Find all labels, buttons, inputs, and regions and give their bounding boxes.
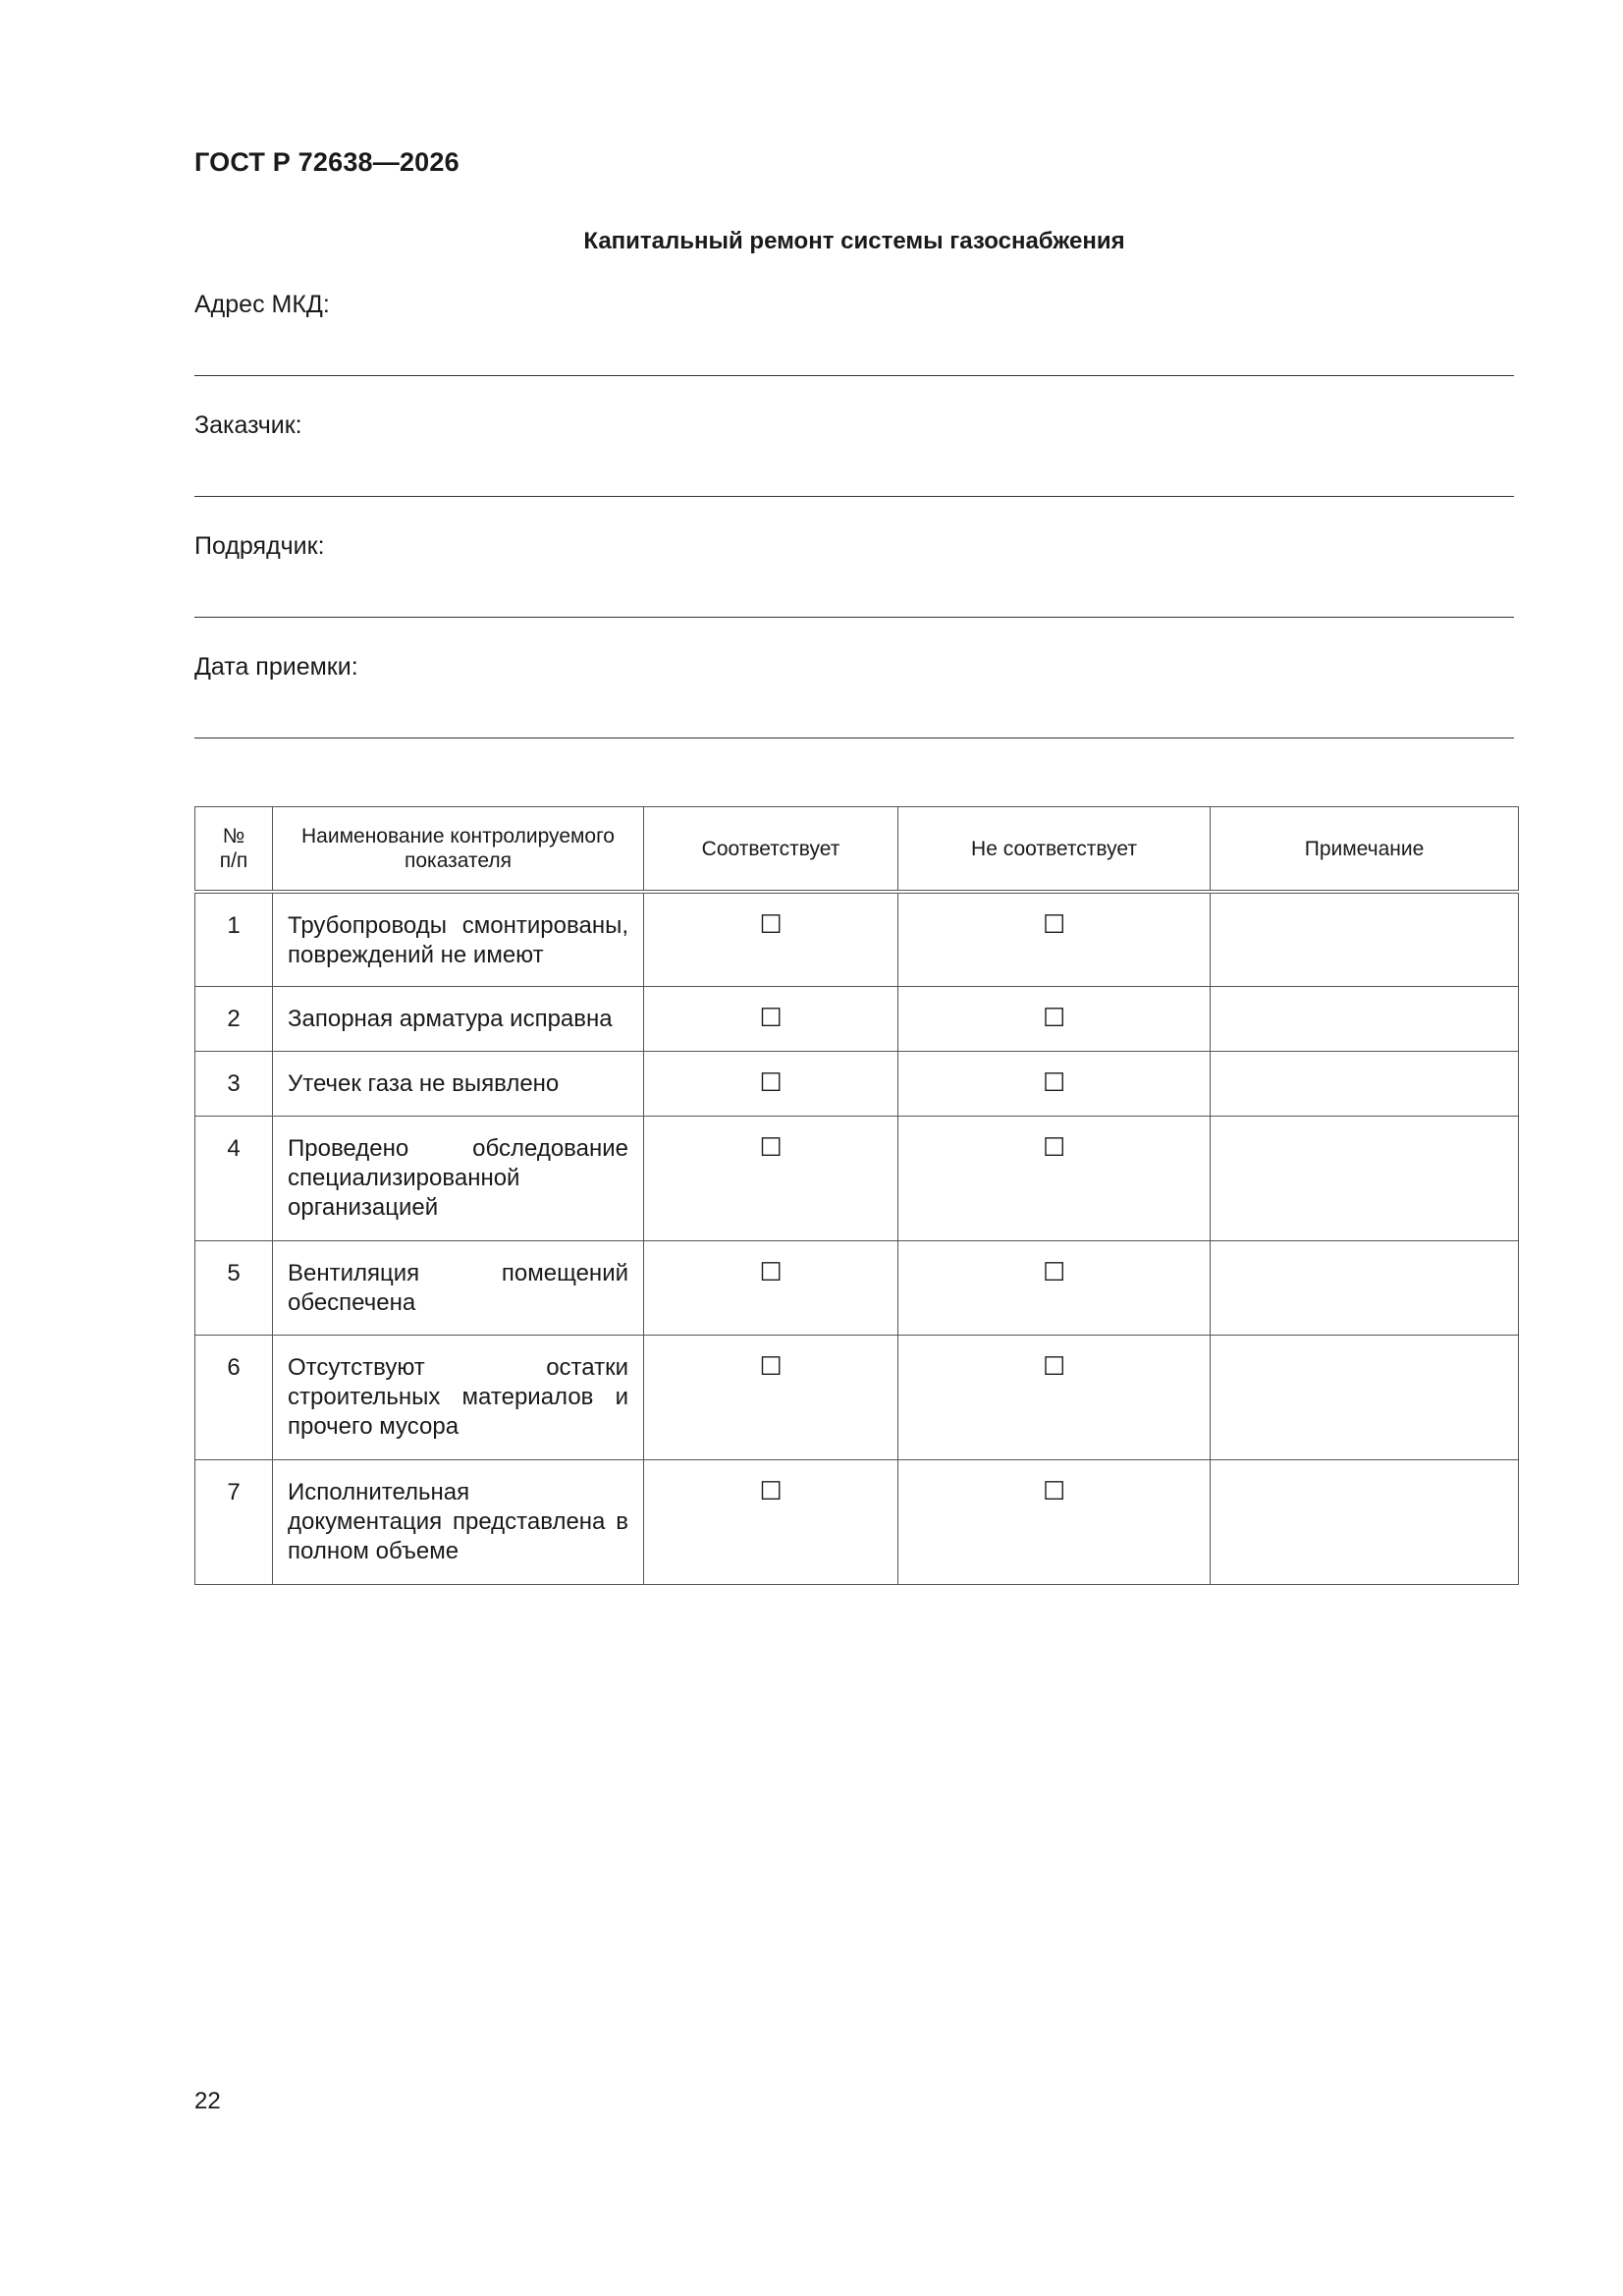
row-number: 6 xyxy=(195,1335,273,1459)
row-number: 2 xyxy=(195,986,273,1051)
row-indicator-name: Трубопроводы смонтированы, повреждений не имеют xyxy=(273,892,644,986)
header-note: Примечание xyxy=(1211,807,1519,893)
not-complies-checkbox[interactable]: ☐ xyxy=(898,892,1211,986)
note-cell[interactable] xyxy=(1211,1051,1519,1116)
page-number: 22 xyxy=(194,2088,221,2114)
complies-checkbox[interactable]: ☐ xyxy=(644,1240,898,1335)
not-complies-checkbox[interactable]: ☐ xyxy=(898,1116,1211,1240)
table-row xyxy=(195,1335,1519,1459)
row-indicator-name: Отсутствуют остатки строительных материалов и прочего мусора xyxy=(273,1335,644,1459)
complies-checkbox[interactable]: ☐ xyxy=(644,1335,898,1459)
row-number: 4 xyxy=(195,1116,273,1240)
inspection-checklist-table xyxy=(194,806,1519,1585)
row-number: 3 xyxy=(195,1051,273,1116)
customer-label: Заказчик: xyxy=(194,411,302,439)
table-row xyxy=(195,1116,1519,1240)
header-num: № п/п xyxy=(195,807,273,893)
contractor-input-line[interactable] xyxy=(194,617,1514,618)
note-cell[interactable] xyxy=(1211,1335,1519,1459)
not-complies-checkbox[interactable]: ☐ xyxy=(898,1051,1211,1116)
note-cell[interactable] xyxy=(1211,892,1519,986)
complies-checkbox[interactable]: ☐ xyxy=(644,892,898,986)
note-cell[interactable] xyxy=(1211,1240,1519,1335)
table-row xyxy=(195,986,1519,1051)
row-indicator-name: Утечек газа не выявлено xyxy=(273,1051,644,1116)
note-cell[interactable] xyxy=(1211,1116,1519,1240)
table-row xyxy=(195,1051,1519,1116)
complies-checkbox[interactable]: ☐ xyxy=(644,1459,898,1584)
not-complies-checkbox[interactable]: ☐ xyxy=(898,986,1211,1051)
customer-input-line[interactable] xyxy=(194,496,1514,497)
address-input-line[interactable] xyxy=(194,375,1514,376)
not-complies-checkbox[interactable]: ☐ xyxy=(898,1459,1211,1584)
header-complies: Соответствует xyxy=(644,807,898,893)
address-label: Адрес МКД: xyxy=(194,291,330,318)
row-number: 5 xyxy=(195,1240,273,1335)
complies-checkbox[interactable]: ☐ xyxy=(644,1051,898,1116)
document-code: ГОСТ Р 72638—2026 xyxy=(194,147,460,177)
header-not-complies: Не соответствует xyxy=(898,807,1211,893)
table-row xyxy=(195,1459,1519,1584)
note-cell[interactable] xyxy=(1211,1459,1519,1584)
table-row xyxy=(195,1240,1519,1335)
complies-checkbox[interactable]: ☐ xyxy=(644,1116,898,1240)
not-complies-checkbox[interactable]: ☐ xyxy=(898,1335,1211,1459)
not-complies-checkbox[interactable]: ☐ xyxy=(898,1240,1211,1335)
row-number: 7 xyxy=(195,1459,273,1584)
table-row xyxy=(195,892,1519,986)
document-title: Капитальный ремонт системы газоснабжения xyxy=(583,228,1125,254)
table-header-row xyxy=(195,807,1519,893)
complies-checkbox[interactable]: ☐ xyxy=(644,986,898,1051)
row-indicator-name: Запорная арматура исправна xyxy=(273,986,644,1051)
header-name: Наименование контролируемого показателя xyxy=(273,807,644,893)
contractor-label: Подрядчик: xyxy=(194,532,325,560)
row-indicator-name: Вентиляция помещений обеспечена xyxy=(273,1240,644,1335)
row-indicator-name: Проведено обследование специализированной организацией xyxy=(273,1116,644,1240)
note-cell[interactable] xyxy=(1211,986,1519,1051)
acceptance-date-label: Дата приемки: xyxy=(194,653,358,681)
row-indicator-name: Исполнительная документация представлена в полном объеме xyxy=(273,1459,644,1584)
row-number: 1 xyxy=(195,892,273,986)
